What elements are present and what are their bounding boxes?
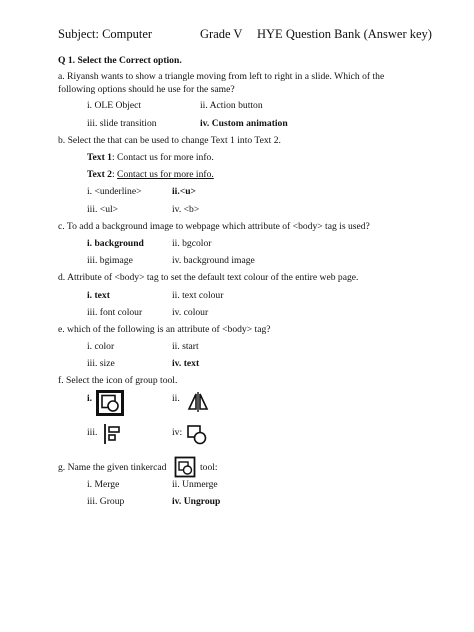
- question-a-option-3: iii. slide transition: [87, 118, 157, 129]
- text2-colon: :: [111, 169, 118, 180]
- question-c-option-2: ii. bgcolor: [172, 238, 212, 249]
- question-d-option-4: iv. colour: [172, 307, 209, 318]
- question-b-answer: ii.<u>: [172, 186, 196, 197]
- question-a-option-1: i. OLE Object: [87, 100, 142, 111]
- question-a-line1: a. Riyansh wants to show a triangle moving from left to right in a slide. Which of the: [58, 71, 385, 82]
- question-c-option-3: iii. bgimage: [87, 255, 133, 266]
- subject-label: Subject: Computer: [58, 27, 153, 41]
- question-f-option-2-label: ii.: [172, 393, 180, 404]
- question-a-line2: following options should he use for the same?: [58, 84, 235, 95]
- question-a-option-2: ii. Action button: [200, 100, 263, 111]
- question-e-option-1: i. color: [87, 341, 115, 352]
- question-c-answer: i. background: [87, 238, 144, 249]
- question-e-answer: iv. text: [172, 358, 200, 369]
- question-g-option-2: ii. Unmerge: [172, 479, 218, 490]
- question-f-option-3-label: iii.: [87, 427, 98, 438]
- text2-line: [87, 169, 214, 181]
- grade-label: Grade V: [200, 27, 243, 41]
- question-e-stem: e. which of the following is an attribute of <body> tag?: [58, 324, 271, 335]
- question-b-option-1: i. <underline>: [87, 186, 142, 197]
- text1-value: : Contact us for more info.: [111, 152, 214, 163]
- section-title: Q 1. Select the Correct option.: [58, 55, 182, 66]
- question-d-stem: d. Attribute of <body> tag to set the default text colour of the entire web page.: [58, 272, 359, 283]
- text2-label: Text 2: [87, 169, 112, 180]
- question-g-stem-tail: tool:: [200, 462, 218, 473]
- question-d-option-2: ii. text colour: [172, 290, 224, 301]
- question-a-answer: iv. Custom animation: [200, 118, 288, 129]
- ungroup-tool-icon: [185, 423, 209, 445]
- flip-tool-icon: [187, 391, 209, 413]
- question-bank-title: HYE Question Bank (Answer key): [257, 27, 432, 41]
- question-g-answer: iv. Ungroup: [172, 496, 221, 507]
- question-c-option-4: iv. background image: [172, 255, 255, 266]
- text2-value: Contact us for more info.: [117, 169, 214, 180]
- question-f-option-4-label: iv:: [172, 427, 183, 438]
- question-b-option-4: iv. <b>: [172, 204, 200, 215]
- question-c-stem: c. To add a background image to webpage which attribute of <body> tag is used?: [58, 221, 370, 232]
- question-b-stem: b. Select the that can be used to change Text 1 into Text 2.: [58, 135, 281, 146]
- text1-label: Text 1: [87, 152, 112, 163]
- text1-line: [87, 152, 214, 164]
- question-d-option-3: iii. font colour: [87, 307, 143, 318]
- align-tool-icon: [103, 423, 123, 445]
- question-g-option-3: iii. Group: [87, 496, 125, 507]
- question-f-stem: f. Select the icon of group tool.: [58, 375, 178, 386]
- tinkercad-tool-icon: [174, 456, 196, 478]
- question-b-option-3: iii. <ul>: [87, 204, 119, 215]
- question-f-option-1-label: i.: [87, 393, 93, 404]
- question-d-answer: i. text: [87, 290, 110, 301]
- question-g-stem: g. Name the given tinkercad: [58, 462, 167, 473]
- question-g-option-1: i. Merge: [87, 479, 120, 490]
- question-e-option-2: ii. start: [172, 341, 199, 352]
- group-tool-icon: [96, 390, 124, 416]
- question-e-option-3: iii. size: [87, 358, 115, 369]
